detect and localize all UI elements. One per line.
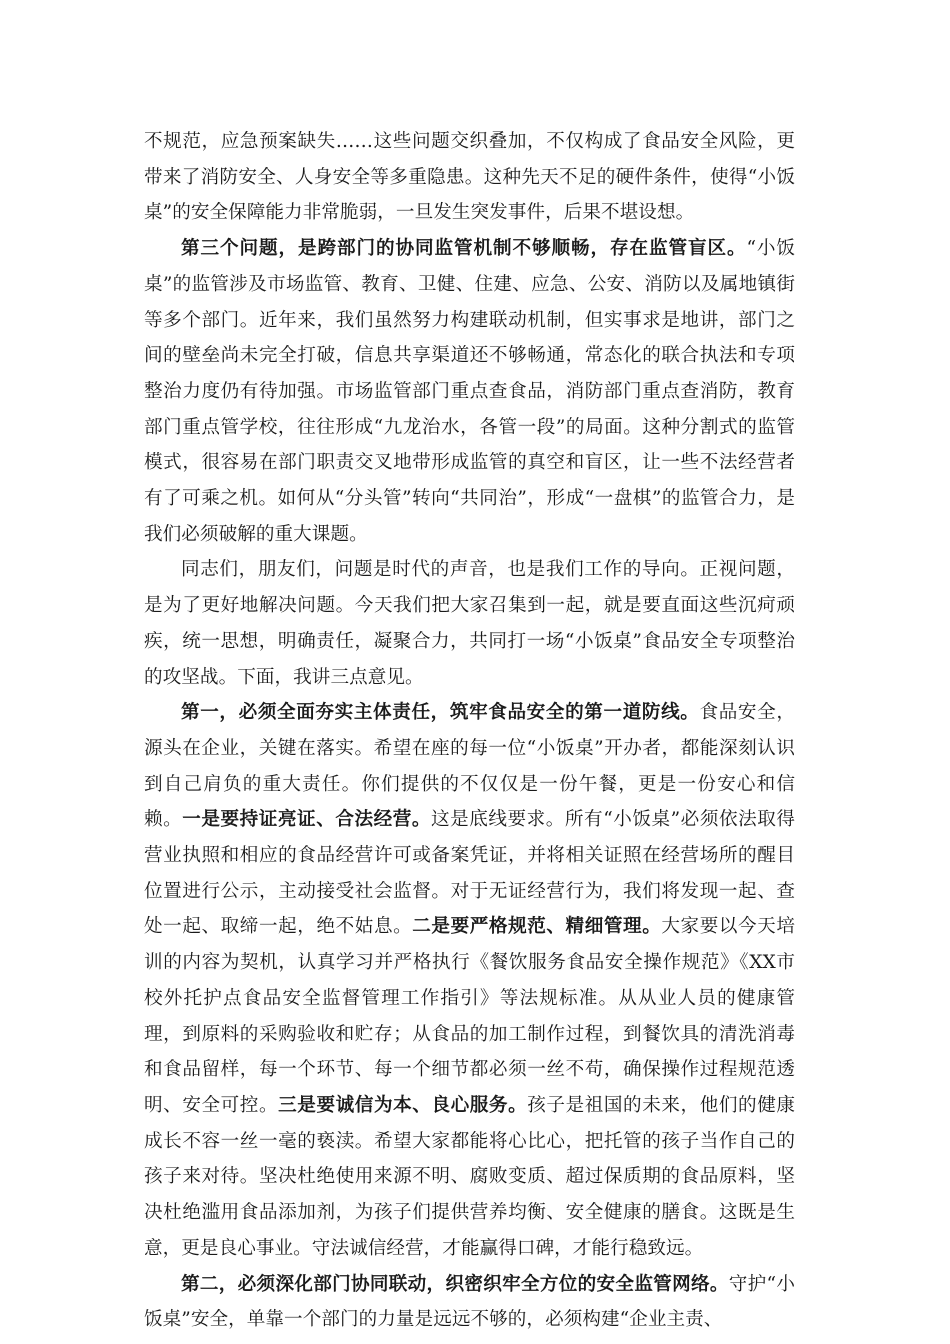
paragraph-hazards	[144, 124, 795, 231]
paragraph-point-one	[144, 695, 795, 1266]
paragraph-transition	[144, 552, 795, 695]
bold-subpoint-run: 三是要诚信为本、良心服务。	[278, 1094, 528, 1116]
paragraph-point-two	[144, 1267, 795, 1338]
text-run: 大家要以今天培训的内容为契机，认真学习并严格执行《餐饮服务食品安全操作规范》《XX市校外托护点食品安全监督管理工作指引》等法规标准。从从业人员的健康管理，到原料的采购验收和贮存；从食品的加工制作过程，到餐饮具的清洗消毒和食品留样，每一个环节、每一个细节都必须一丝不苟，确保操作过程规范透明、安全可控。	[144, 916, 795, 1116]
document-page	[144, 124, 795, 1338]
text-run: 不规范，应急预案缺失……这些问题交织叠加，不仅构成了食品安全风险，更带来了消防安全、人身安全等多重隐患。这种先天不足的硬件条件，使得“小饭桌”的安全保障能力非常脆弱，一旦发生突发事件，后果不堪设想。	[144, 131, 795, 224]
text-run: 同志们，朋友们，问题是时代的声音，也是我们工作的导向。正视问题，是为了更好地解决问题。今天我们把大家召集到一起，就是要直面这些沉疴顽疾，统一思想，明确责任，凝聚合力，共同打一场“小饭桌”食品安全专项整治的攻坚战。下面，我讲三点意见。	[144, 559, 795, 688]
bold-heading-run: 第三个问题，是跨部门的协同监管机制不够顺畅，存在监管盲区。	[181, 238, 747, 260]
text-run: 孩子是祖国的未来，他们的健康成长不容一丝一毫的亵渎。希望大家都能将心比心，把托管的孩子当作自己的孩子来对待。坚决杜绝使用来源不明、腐败变质、超过保质期的食品原料，坚决杜绝滥用食品添加剂，为孩子们提供营养均衡、安全健康的膳食。这既是生意，更是良心事业。守法诚信经营，才能赢得口碑，才能行稳致远。	[144, 1094, 795, 1259]
text-run: 食品安全，源头在企业，关键在落实。希望在座的每一位“小饭桌”开办者，都能深刻认识到自己肩负的重大责任。你们提供的不仅仅是一份午餐，更是一份安心和信赖。	[144, 702, 795, 831]
bold-subpoint-run: 一是要持证亮证、合法经营。	[182, 809, 431, 831]
bold-heading-run: 第一，必须全面夯实主体责任，筑牢食品安全的第一道防线。	[181, 702, 700, 724]
text-run: “小饭桌”的监管涉及市场监管、教育、卫健、住建、应急、公安、消防以及属地镇街等多个部门。近年来，我们虽然努力构建联动机制，但实事求是地讲，部门之间的壁垒尚未完全打破，信息共享渠道还不够畅通，常态化的联合执法和专项整治力度仍有待加强。市场监管部门重点查食品，消防部门重点查消防，教育部门重点管学校，往往形成“九龙治水，各管一段”的局面。这种分割式的监管模式，很容易在部门职责交叉地带形成监管的真空和盲区，让一些不法经营者有了可乘之机。如何从“分头管”转向“共同治”，形成“一盘棋”的监管合力，是我们必须破解的重大课题。	[144, 238, 796, 545]
text-run: 守护“小饭桌”安全，单靠一个部门的力量是远远不够的，必须构建“企业主责、	[144, 1273, 795, 1331]
paragraph-problem-three	[144, 231, 795, 552]
bold-heading-run: 第二，必须深化部门协同联动，织密织牢全方位的安全监管网络。	[181, 1273, 729, 1295]
bold-subpoint-run: 二是要严格规范、精细管理。	[412, 916, 662, 938]
text-run: 这是底线要求。所有“小饭桌”必须依法取得营业执照和相应的食品经营许可或备案凭证，并将相关证照在经营场所的醒目位置进行公示，主动接受社会监督。对于无证经营行为，我们将发现一起、查处一起、取缔一起，绝不姑息。	[144, 809, 795, 938]
